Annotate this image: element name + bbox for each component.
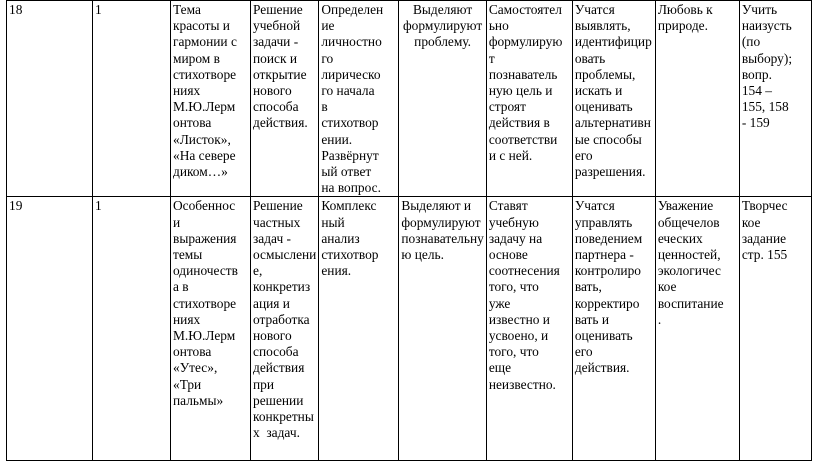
lesson-plan-table: [6, 0, 812, 461]
communicative-skills-cell: Учатся выявлять, идентифицир овать проблемы, искать и оценивать альтернативн ые способы его разрешения.: [572, 1, 655, 197]
communicative-skills-cell: Учатся управлять поведением партнера - контролиро вать, корректиро вать и оценивать его действия.: [572, 197, 655, 461]
personal-results-cell: Уважение общечелов еческих ценностей, экологичес кое воспитание .: [655, 197, 739, 461]
cognitive-skills-cell: Ставят учебную задачу на основе соотнесения того, что уже известно и усвоено, и того, что еще неизвестно.: [486, 197, 572, 461]
regulative-skills-cell: Выделяют и формулируют познавательну ю цель.: [399, 197, 486, 461]
lesson-task-cell: Решение частных задач - осмыслени е, конкретиз ация и отработка нового способа действия при решении конкретны х задач.: [251, 197, 319, 461]
lesson-task-cell: Решение учебной задачи - поиск и открытие нового способа действия.: [251, 1, 319, 197]
lesson-goal-cell: Комплекс ный анализ стихотвор ения.: [319, 197, 399, 461]
cognitive-skills-cell: Самостоятел ьно формулирую т познаватель ную цель и строят действия в соответстви и с ней.: [486, 1, 572, 197]
lesson-topic-cell: Тема красоты и гармонии с миром в стихотворе ниях М.Ю.Лерм онтова «Листок», «На севере диком…»: [171, 1, 251, 197]
personal-results-cell: Любовь к природе.: [655, 1, 739, 197]
lesson-number-cell: 18: [7, 1, 93, 197]
hours-cell: 1: [93, 1, 171, 197]
regulative-skills-cell: Выделяют формулируют проблему.: [399, 1, 486, 197]
homework-cell: Творчес кое задание стр. 155: [739, 197, 811, 461]
hours-cell: 1: [93, 197, 171, 461]
lesson-topic-cell: Особеннос и выражения темы одиночеств а в стихотворе ниях М.Ю.Лерм онтова «Утес», «Три пальмы»: [171, 197, 251, 461]
table-row: [7, 1, 812, 197]
homework-cell: Учить наизусть (по выбору); вопр. 154 – 155, 158 - 159: [739, 1, 811, 197]
lesson-number-cell: 19: [7, 197, 93, 461]
lesson-goal-cell: Определен ие личностно го лирическо го начала в стихотвор ении. Развёрнут ый ответ на вопрос.: [319, 1, 399, 197]
table-row: [7, 197, 812, 461]
